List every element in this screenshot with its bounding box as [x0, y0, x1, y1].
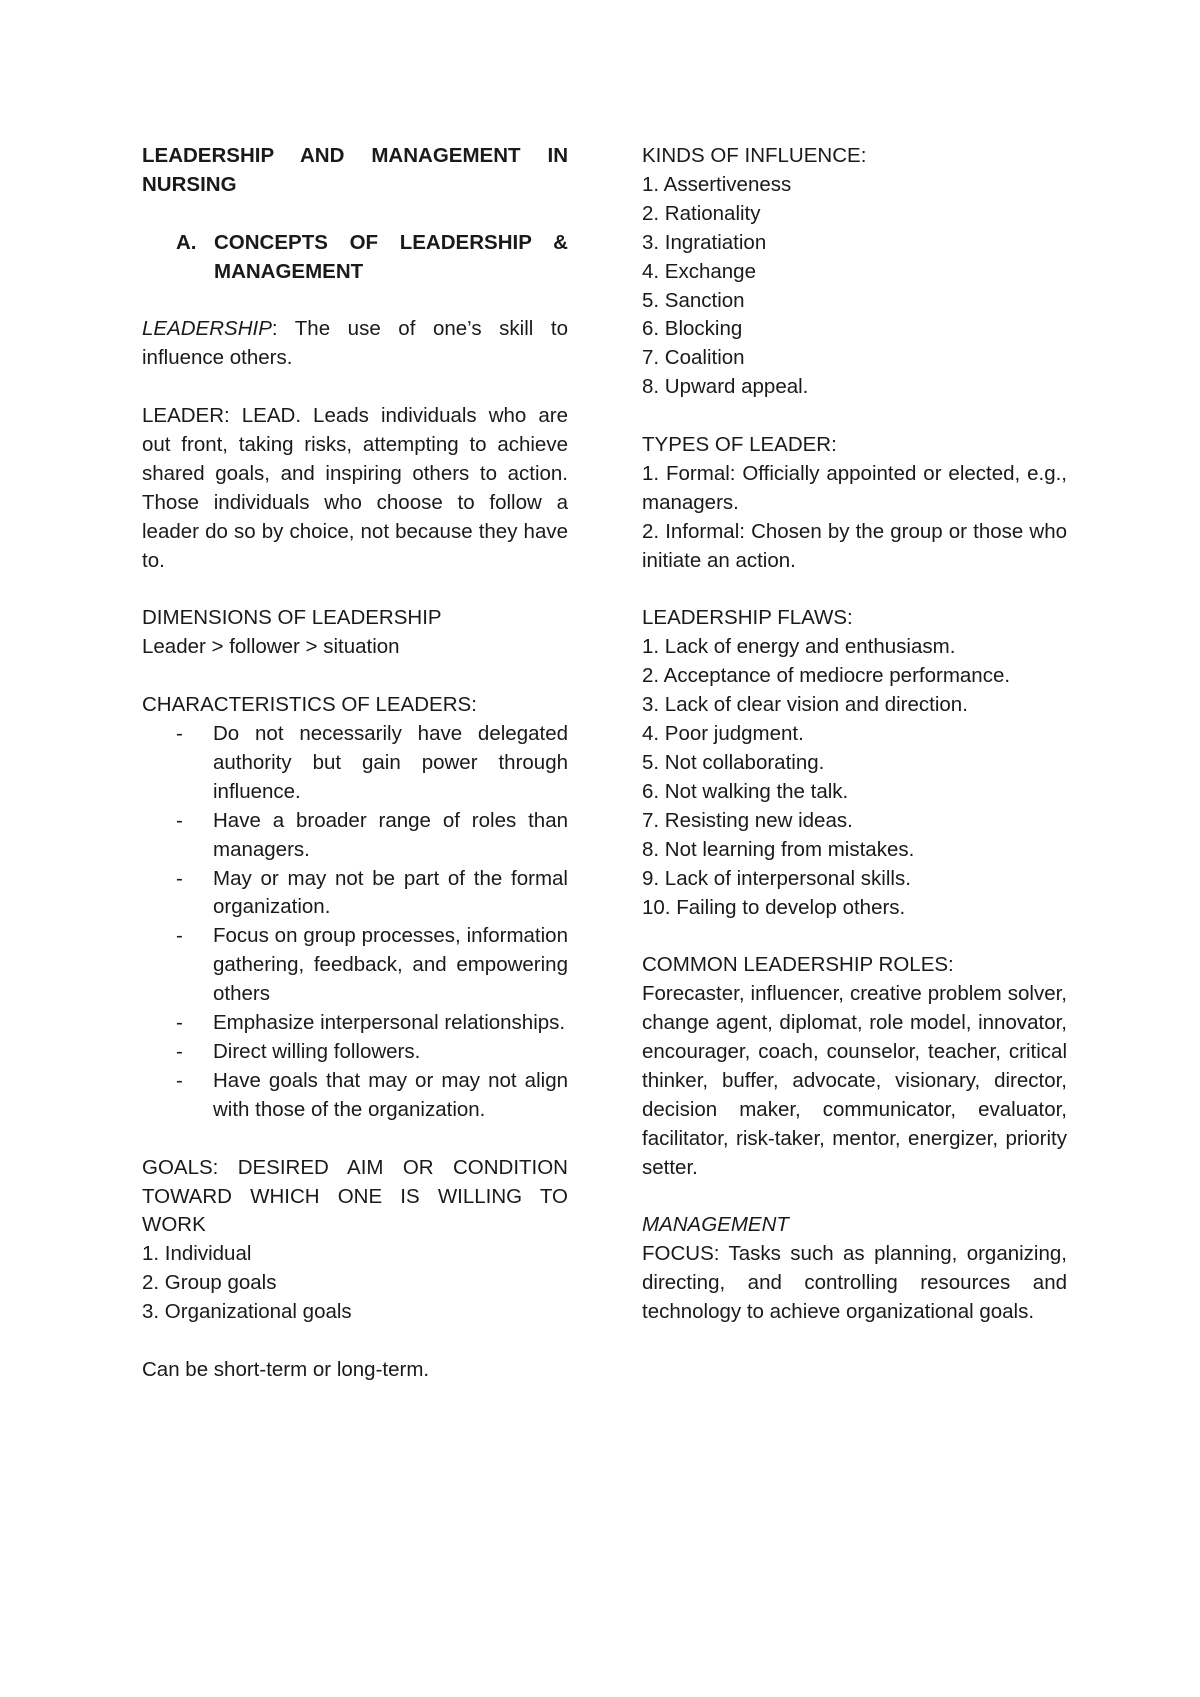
list-item: - Direct willing followers. [142, 1038, 568, 1067]
list-item: 1. Individual [142, 1242, 252, 1266]
management-focus: FOCUS: Tasks such as planning, organizing, directing, and controlling resources and technology to achieve organizational goals. [642, 1242, 1067, 1324]
list-item: 2. Group goals [142, 1271, 277, 1295]
management-heading: MANAGEMENT [642, 1213, 789, 1237]
bullet-marker: - [176, 722, 183, 746]
left-column [142, 142, 568, 1385]
leadership-term: LEADERSHIP [142, 317, 272, 341]
types-heading: TYPES OF LEADER: [642, 433, 837, 457]
type-informal: 2. Informal: Chosen by the group or those who initiate an action. [642, 519, 1067, 572]
list-item: - Focus on group processes, information gathering, feedback, and empowering others [142, 922, 568, 1009]
list-item: 6. Blocking [642, 317, 743, 341]
list-item: 3. Lack of clear vision and direction. [642, 693, 968, 717]
section-a-title: CONCEPTS OF LEADERSHIP & MANAGEMENT [214, 230, 568, 283]
list-item: 2. Rationality [642, 201, 761, 225]
list-item: 5. Not collaborating. [642, 751, 825, 774]
leadership-def-text: : The use of one’s skill to influence others. [142, 317, 568, 370]
goals-heading: GOALS: DESIRED AIM OR CONDITION TOWARD WHICH ONE IS WILLING TO WORK [142, 1155, 568, 1237]
list-item: - Have a broader range of roles than managers. [142, 807, 568, 865]
type-formal: 1. Formal: Officially appointed or elected, e.g., managers. [642, 461, 1067, 514]
document-title: LEADERSHIP AND MANAGEMENT IN NURSING [142, 144, 568, 196]
list-item: 3. Organizational goals [142, 1300, 352, 1324]
bullet-marker: - [176, 1011, 183, 1035]
list-item: 3. Ingratiation [642, 230, 767, 254]
list-item: - Emphasize interpersonal relationships. [142, 1009, 568, 1038]
list-item: 8. Upward appeal. [642, 375, 809, 399]
list-item: 6. Not walking the talk. [642, 779, 849, 803]
bullet-marker: - [176, 1068, 183, 1092]
list-item: 8. Not learning from mistakes. [642, 837, 915, 861]
dimensions-heading: DIMENSIONS OF LEADERSHIP [142, 606, 442, 630]
bullet-marker: - [176, 924, 183, 948]
section-a-letter: A. [176, 230, 197, 254]
bullet-marker: - [176, 808, 183, 832]
roles-heading: COMMON LEADERSHIP ROLES: [642, 953, 954, 977]
flaws-list [642, 633, 1067, 922]
list-item: 7. Coalition [642, 346, 745, 370]
characteristics-list [142, 720, 568, 1125]
list-item: 5. Sanction [642, 288, 745, 312]
influence-list [642, 171, 1067, 402]
influence-heading: KINDS OF INFLUENCE: [642, 144, 867, 167]
list-item: - Do not necessarily have delegated authority but gain power through influence. [142, 720, 568, 807]
right-column [642, 142, 1067, 1327]
leader-paragraph: LEADER: LEAD. Leads individuals who are out front, taking risks, attempting to achieve shared goals, and inspiring others to action. Those individuals who choose to follow a leader do so by choice, not because they have to. [142, 404, 568, 572]
list-item: 10. Failing to develop others. [642, 895, 906, 919]
flaws-heading: LEADERSHIP FLAWS: [642, 606, 853, 630]
list-item: 7. Resisting new ideas. [642, 808, 853, 832]
dimensions-text: Leader > follower > situation [142, 635, 400, 659]
list-item: 9. Lack of interpersonal skills. [642, 866, 911, 890]
list-item: 1. Lack of energy and enthusiasm. [642, 635, 956, 659]
goals-list [142, 1240, 568, 1327]
roles-text: Forecaster, influencer, creative problem solver, change agent, diplomat, role model, innovator, encourager, coach, counselor, teacher, critical thinker, buffer, advocate, visionary, director, decision maker, communicator, evaluator, facilitator, risk-taker, mentor, energizer, priority setter. [642, 982, 1067, 1179]
bullet-marker: - [176, 1040, 183, 1064]
list-item: 4. Poor judgment. [642, 722, 804, 746]
goals-note: Can be short-term or long-term. [142, 1357, 430, 1381]
list-item: - May or may not be part of the formal organization. [142, 865, 568, 923]
leadership-definition [142, 315, 568, 373]
bullet-marker: - [176, 866, 183, 890]
list-item: 2. Acceptance of mediocre performance. [642, 664, 1011, 688]
section-a-heading [142, 229, 568, 287]
list-item: - Have goals that may or may not align with those of the organization. [142, 1067, 568, 1125]
characteristics-heading: CHARACTERISTICS OF LEADERS: [142, 693, 477, 717]
list-item: 4. Exchange [642, 259, 756, 283]
list-item: 1. Assertiveness [642, 172, 792, 196]
